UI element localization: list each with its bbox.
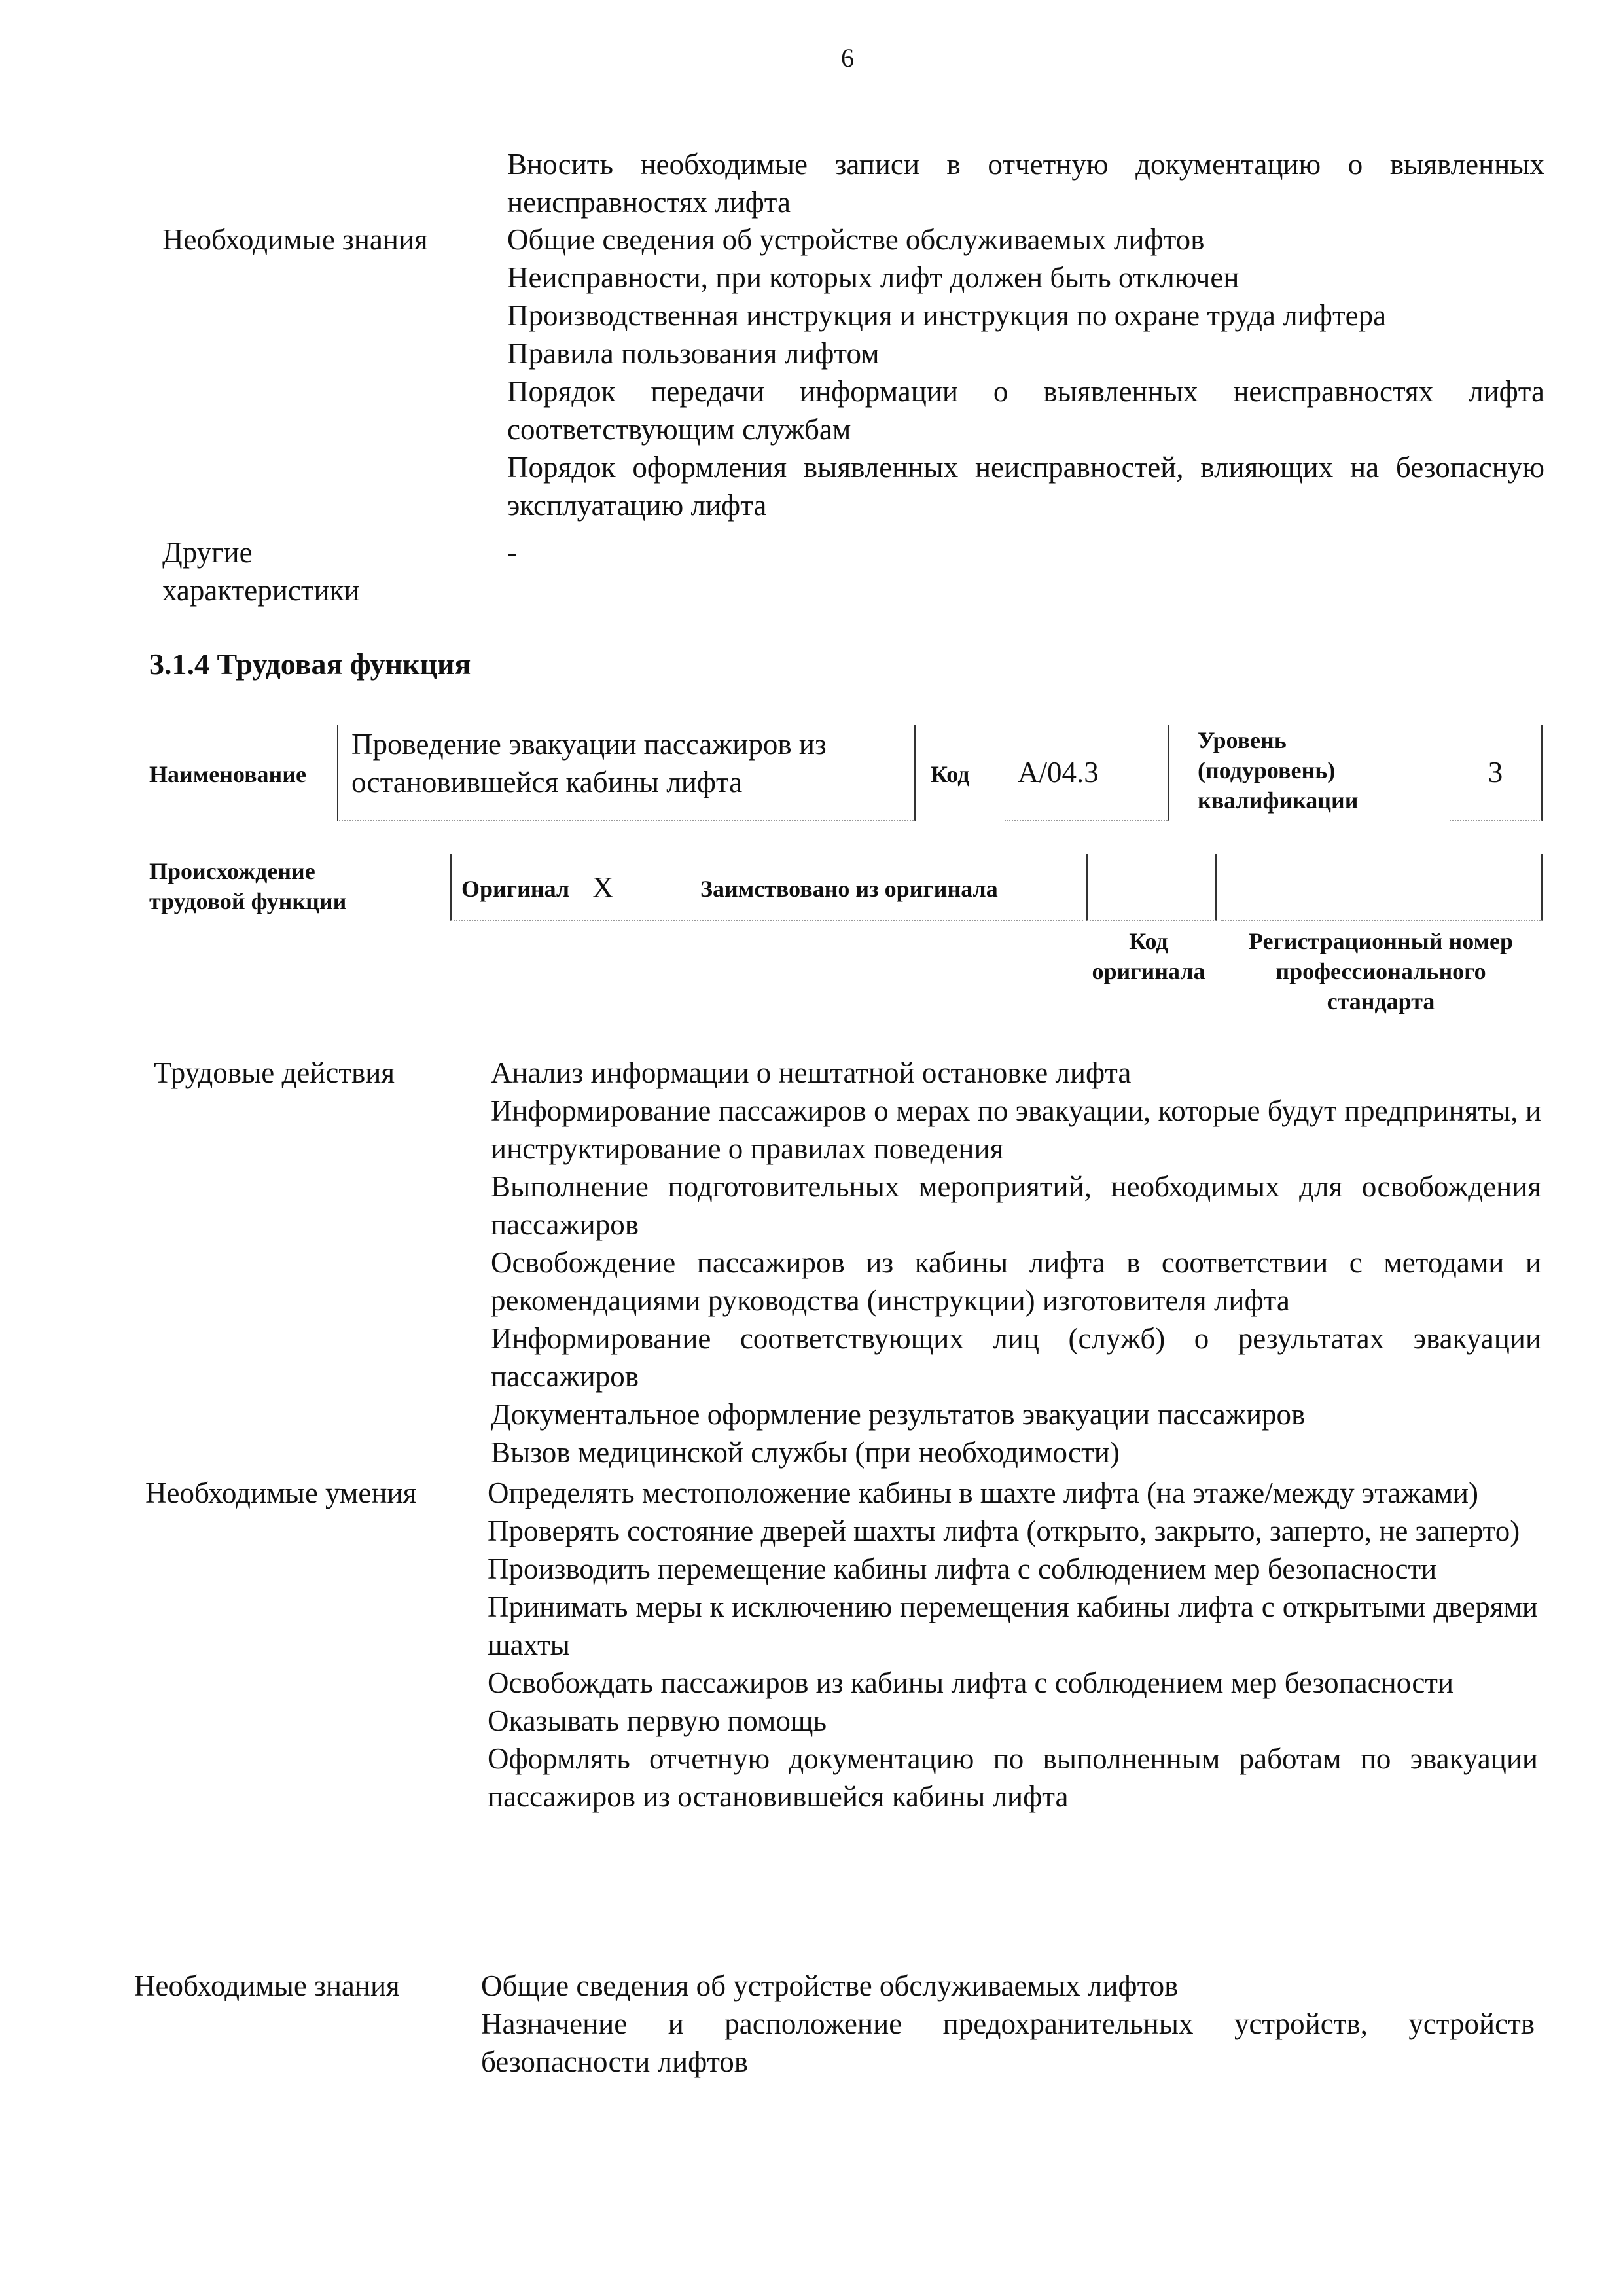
list-item: Производить перемещение кабины лифта с соблюдением мер безопасности — [488, 1552, 1437, 1585]
reg-number-caption: Регистрационный номер профессионального стандарта — [1248, 928, 1514, 1014]
section-heading: 3.1.4 Трудовая функция — [149, 647, 471, 681]
list-item: Анализ информации о нештатной остановке лифта — [491, 1056, 1132, 1089]
list-item: Производственная инструкция и инструкция по охране труда лифтера — [507, 299, 1387, 332]
knowledge2-label: Необходимые знания — [134, 1969, 400, 2002]
list-item: Принимать меры к исключению перемещения кабины лифта с открытыми дверями шахты — [488, 1590, 1538, 1661]
reg-number-field — [1221, 854, 1543, 921]
level-label: Уровень (подуровень) квалификации — [1198, 727, 1359, 814]
other-characteristics-label: Другие характеристики — [162, 536, 360, 607]
code-original-caption: Код оригинала — [1092, 928, 1205, 984]
list-item: Назначение и расположение предохранительных устройств, устройств безопасности лифтов — [481, 2007, 1535, 2078]
code-label: Код — [931, 761, 970, 787]
labor-actions-label: Трудовые действия — [154, 1056, 395, 1089]
page-number: 6 — [841, 43, 854, 73]
list-item: Порядок оформления выявленных неисправностей, влияющих на безопасную эксплуатацию лифта — [507, 451, 1544, 522]
origin-label: Происхождение трудовой функции — [149, 858, 347, 914]
knowledge-list — [507, 221, 1544, 524]
name-label: Наименование — [149, 761, 306, 787]
list-item: Информирование пассажиров о мерах по эвакуации, которые будут предприняты, и инструктирование о правилах поведения — [491, 1094, 1541, 1165]
origin-field — [450, 854, 1083, 921]
list-item: Оказывать первую помощь — [488, 1704, 827, 1737]
list-item: Определять местоположение кабины в шахте лифта (на этаже/между этажами) — [488, 1477, 1479, 1509]
skills-label: Необходимые умения — [145, 1477, 417, 1509]
list-item: Освобождение пассажиров из кабины лифта в соответствии с методами и рекомендациями руководства (инструкции) изготовителя лифта — [491, 1246, 1541, 1317]
list-item: Неисправности, при которых лифт должен быть отключен — [507, 261, 1240, 294]
list-item: Общие сведения об устройстве обслуживаемых лифтов — [507, 223, 1205, 256]
list-item: Освобождать пассажиров из кабины лифта с соблюдением мер безопасности — [488, 1666, 1454, 1699]
list-item: Вызов медицинской службы (при необходимости) — [491, 1436, 1120, 1469]
list-item: Проверять состояние дверей шахты лифта (открыто, закрыто, заперто, не заперто) — [488, 1515, 1520, 1547]
borrowed-label: Заимствовано из оригинала — [700, 876, 998, 902]
list-item: Оформлять отчетную документацию по выполненным работам по эвакуации пассажиров из остановившейся кабины лифта — [488, 1742, 1538, 1813]
knowledge2-list — [481, 1967, 1535, 2081]
name-field — [337, 725, 916, 821]
level-field — [1450, 725, 1543, 821]
level-value: 3 — [1488, 756, 1503, 789]
continued-skill-item: Вносить необходимые записи в отчетную документацию о выявленных неисправностях лифта — [507, 148, 1544, 219]
labor-actions-list — [491, 1054, 1541, 1471]
knowledge-label: Необходимые знания — [162, 223, 428, 256]
list-item: Выполнение подготовительных мероприятий, необходимых для освобождения пассажиров — [491, 1170, 1541, 1241]
skills-list — [488, 1474, 1538, 1816]
list-item: Правила пользования лифтом — [507, 337, 880, 370]
name-value: Проведение эвакуации пассажиров из остановившейся кабины лифта — [351, 728, 827, 798]
list-item: Общие сведения об устройстве обслуживаемых лифтов — [481, 1969, 1179, 2002]
list-item: Информирование соответствующих лиц (служб) о результатах эвакуации пассажиров — [491, 1322, 1541, 1393]
list-item: Документальное оформление результатов эвакуации пассажиров — [491, 1398, 1306, 1431]
list-item: Порядок передачи информации о выявленных неисправностях лифта соответствующим службам — [507, 375, 1544, 446]
code-original-field — [1086, 854, 1217, 921]
code-field — [1005, 725, 1169, 821]
original-label: Оригинал — [461, 876, 570, 902]
original-mark: X — [592, 871, 614, 904]
other-characteristics-value: - — [507, 536, 517, 569]
code-value: A/04.3 — [1018, 756, 1099, 789]
